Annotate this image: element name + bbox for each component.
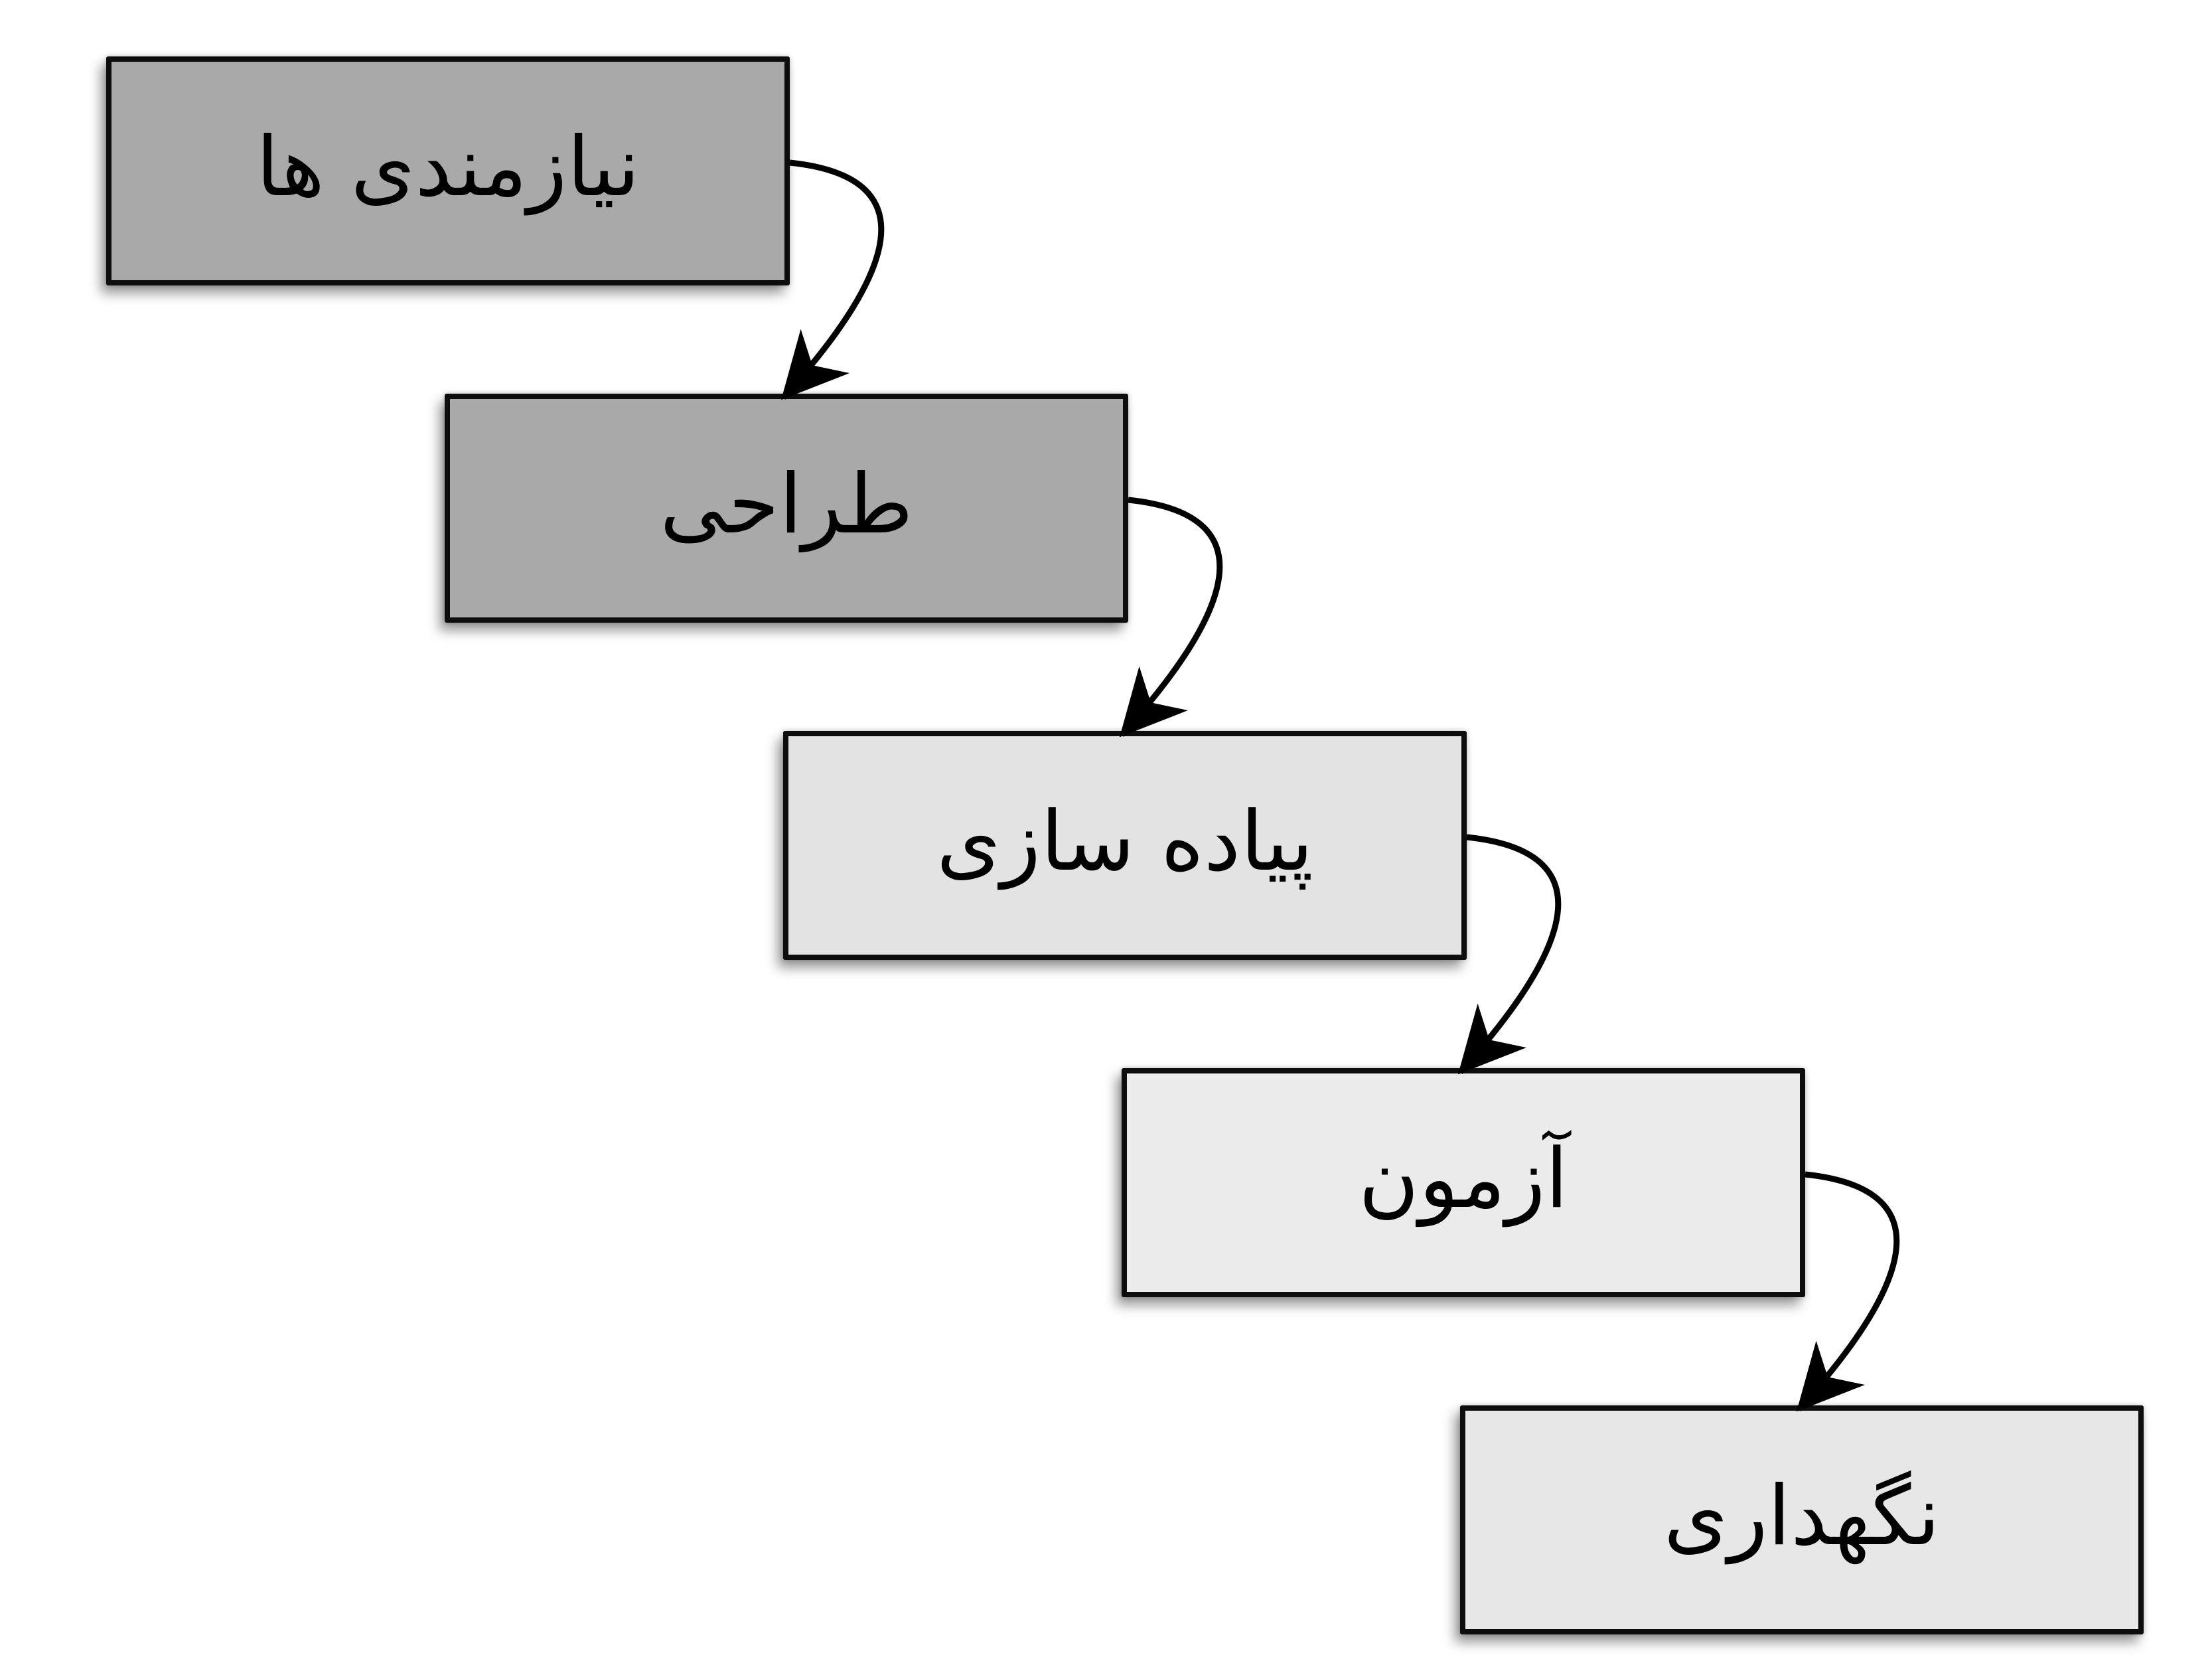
stage-label-design: طراحی bbox=[660, 457, 913, 553]
stage-box-maintenance bbox=[1460, 1405, 2144, 1634]
arrow-4-5 bbox=[1799, 1174, 1897, 1409]
arrow-3-4 bbox=[1460, 837, 1558, 1072]
stage-box-implementation bbox=[783, 731, 1467, 960]
stage-label-implementation: پیاده سازی bbox=[936, 794, 1313, 890]
stage-box-test bbox=[1122, 1068, 1805, 1297]
stage-label-test: آزمون bbox=[1359, 1131, 1568, 1227]
stage-box-requirements bbox=[106, 56, 790, 285]
stage-label-maintenance: نگهداری bbox=[1663, 1468, 1941, 1565]
stage-label-requirements: نیازمندی ها bbox=[256, 119, 640, 216]
arrow-1-2 bbox=[783, 163, 881, 398]
arrow-2-3 bbox=[1122, 500, 1220, 735]
stage-box-design bbox=[445, 394, 1128, 623]
